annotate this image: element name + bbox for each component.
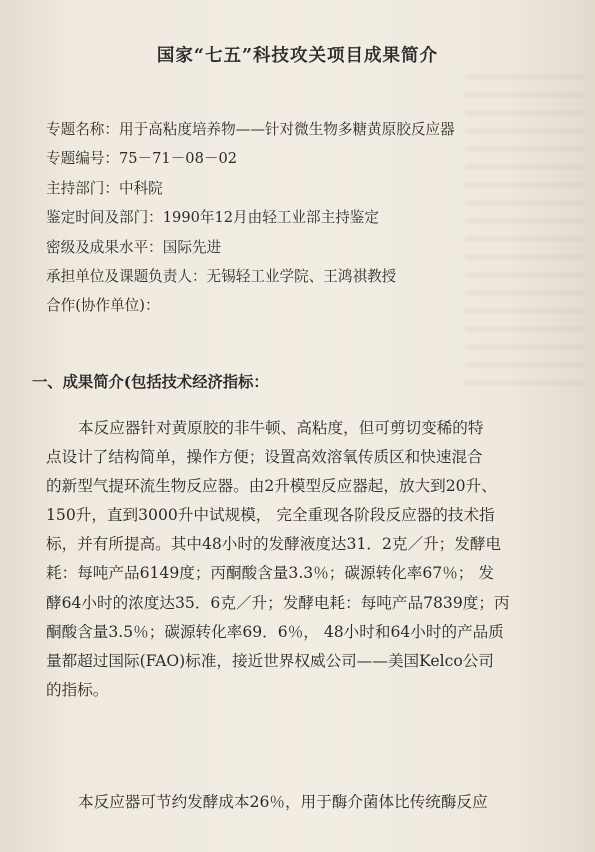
paragraph-line: 150升，直到3000升中试规模， 完全重现各阶段反应器的技术指 bbox=[46, 506, 495, 525]
paragraph-line: 点设计了结构简单，操作方便；设置高效溶氧传质区和快速混合 bbox=[46, 448, 483, 467]
project-meta-block bbox=[46, 115, 581, 321]
cooperation-unit: 合作(协作单位)： bbox=[46, 297, 160, 315]
paragraph-line: 耗：每吨产品6149度；丙酮酸含量3.3％；碳源转化率67％； 发 bbox=[46, 564, 494, 583]
classification-level: 密级及成果水平：国际先进 bbox=[46, 238, 222, 256]
paragraph-line: 酵64小时的浓度达35．6克／升；发酵电耗：每吨产品7839度；丙 bbox=[46, 593, 510, 612]
paragraph-line: 酮酸含量3.5％；碳源转化率69．6％， 48小时和64小时的产品质 bbox=[46, 622, 504, 641]
host-department: 主持部门：中科院 bbox=[46, 179, 163, 197]
summary-paragraph-2 bbox=[46, 788, 586, 817]
page-title: 国家“七五”科技攻关项目成果简介 bbox=[156, 46, 439, 66]
section-heading: 一、成果简介(包括技术经济指标： bbox=[32, 373, 269, 391]
topic-name: 专题名称：用于高粘度培养物——针对微生物多糖黄原胶反应器 bbox=[46, 121, 455, 138]
appraisal-info: 鉴定时间及部门：1990年12月由轻工业部主持鉴定 bbox=[46, 209, 379, 227]
paragraph-line: 量都超过国际(FAO)标准，接近世界权威公司——美国Kelco公司 bbox=[46, 651, 494, 670]
summary-paragraph-1 bbox=[46, 414, 586, 705]
paragraph-line: 本反应器针对黄原胶的非牛顿、高粘度，但可剪切变稀的特 bbox=[78, 419, 484, 437]
undertaker-info: 承担单位及课题负责人：无锡轻工业学院、王鸿祺教授 bbox=[46, 267, 397, 285]
paragraph-line: 的指标。 bbox=[46, 680, 109, 699]
topic-number: 专题编号：75－71－08－02 bbox=[46, 150, 238, 168]
paragraph-line: 的新型气提环流生物反应器。由2升模型反应器起，放大到20升、 bbox=[46, 477, 497, 496]
paragraph-line: 标，并有所提高。其中48小时的发酵液度达31．2克／升；发酵电 bbox=[46, 535, 502, 554]
paragraph-line: 本反应器可节约发酵成本26％，用于酶介菌体比传统酶反应 bbox=[78, 793, 488, 811]
